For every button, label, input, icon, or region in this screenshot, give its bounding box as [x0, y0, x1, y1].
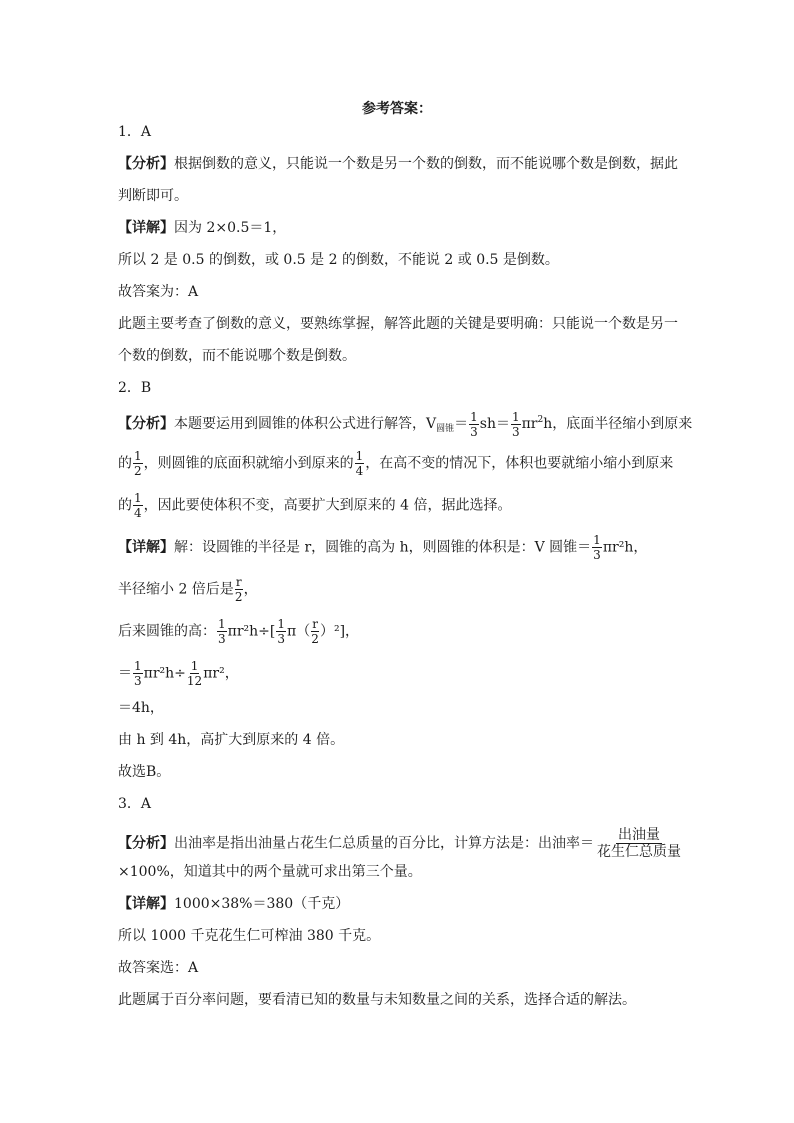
page-title: 参考答案：: [362, 101, 432, 117]
fraction-one-twelfth: $\frac{1}{12}$: [186, 659, 203, 688]
detail-tag: 【详解】: [118, 896, 174, 912]
q2-detail-line-4: ＝ $\frac{1}{3}$ πr²h÷ $\frac{1}{12}$ πr²，: [118, 659, 239, 688]
q1-detail-line-1: 【详解】因为 2×0.5＝1，: [118, 220, 287, 236]
fraction-one-third: $\frac{1}{3}$: [593, 533, 601, 562]
q1-analysis-line-1: 【分析】根据倒数的意义，只能说一个数是另一个数的倒数，而不能说哪个数是倒数，据此: [118, 156, 678, 172]
q2-detail-line-1: 【详解】解：设圆锥的半径是 r，圆锥的高为 h，则圆锥的体积是：V 圆锥＝ $\frac{1}{3}$ πr²h，: [118, 533, 648, 562]
q3-analysis-line-2: ×100%，知道其中的两个量就可求出第三个量。: [118, 864, 422, 880]
fraction-oil-rate: $\frac{\text{出油量}}{\text{花生仁总质量}}$: [597, 827, 681, 860]
q3-number: 3．A: [118, 796, 152, 812]
detail-tag: 【详解】: [118, 539, 174, 556]
q2-number: 2．B: [118, 380, 152, 396]
detail-tag: 【详解】: [118, 220, 174, 236]
q3-detail-line-1: 【详解】1000×38%＝380（千克）: [118, 896, 350, 912]
q2-analysis-line-2: 的 $\frac{1}{2}$ ，则圆锥的底面积就缩小到原来的 $\frac{1}{4}$ ，在高不变的情况下，体积也要就缩小缩小到原来: [118, 449, 674, 478]
q1-detail-line-2: 所以 2 是 0.5 的倒数，或 0.5 是 2 的倒数，不能说 2 或 0.5 是倒数。: [118, 252, 559, 268]
q1-number: 1．A: [118, 124, 152, 140]
fraction-one-third: $\frac{1}{3}$: [470, 409, 478, 439]
q1-analysis-line-2: 判断即可。: [118, 188, 188, 204]
q2-detail-line-5: ＝4h，: [118, 700, 164, 716]
fraction-one-quarter: $\frac{1}{4}$: [355, 449, 364, 478]
fraction-one-third: $\frac{1}{3}$: [218, 617, 226, 646]
analysis-tag: 【分析】: [118, 416, 174, 432]
q1-summary-line-2: 个数的倒数，而不能说哪个数是倒数。: [118, 348, 356, 364]
q2-detail-line-3: 后来圆锥的高： $\frac{1}{3}$ πr²h÷[ $\frac{1}{3}$ π（ $\frac{r}{2}$ ）²]，: [118, 617, 360, 646]
q3-analysis-line-1: 【分析】出油率是指出油量占花生仁总质量的百分比，计算方法是：出油率＝ $\frac{\text{出油量}}{\text{花生仁总质量}}$: [118, 827, 681, 860]
fraction-one-quarter: $\frac{1}{4}$: [134, 491, 142, 520]
q2-analysis-line-3: 的 $\frac{1}{4}$ ，因此要使体积不变，高要扩大到原来的 4 倍，据此选择。: [118, 491, 512, 520]
q3-summary: 此题属于百分率问题，要看清已知的数量与未知数量之间的关系，选择合适的解法。: [118, 992, 636, 1008]
q2-analysis-line-1: 【分析】本题要运用到圆锥的体积公式进行解答，$V_{圆锥}=$ $\frac{1}{3}$ sh＝ $\frac{1}{3}$ $\pi r^2h$，底面半径缩小到原来: [118, 409, 693, 439]
fraction-one-third: $\frac{1}{3}$: [134, 659, 142, 688]
analysis-tag: 【分析】: [118, 156, 174, 172]
q2-detail-line-6: 由 h 到 4h，高扩大到原来的 4 倍。: [118, 732, 345, 748]
fraction-one-third: $\frac{1}{3}$: [277, 617, 285, 646]
q2-answer: 故选B。: [118, 764, 171, 780]
fraction-one-half: $\frac{1}{2}$: [134, 449, 142, 478]
q3-answer: 故答案选：A: [118, 960, 199, 976]
q3-detail-line-2: 所以 1000 千克花生仁可榨油 380 千克。: [118, 928, 381, 944]
q1-answer: 故答案为：A: [118, 284, 199, 300]
q2-detail-line-2: 半径缩小 2 倍后是 $\frac{r}{2}$ ，: [118, 575, 258, 604]
analysis-tag: 【分析】: [118, 835, 174, 852]
fraction-one-third: $\frac{1}{3}$: [511, 409, 520, 439]
fraction-r-half: $\frac{r}{2}$: [234, 575, 243, 604]
q1-summary-line-1: 此题主要考查了倒数的意义，要熟练掌握，解答此题的关键是要明确：只能说一个数是另一: [118, 316, 678, 332]
fraction-r-half: $\frac{r}{2}$: [311, 617, 319, 646]
